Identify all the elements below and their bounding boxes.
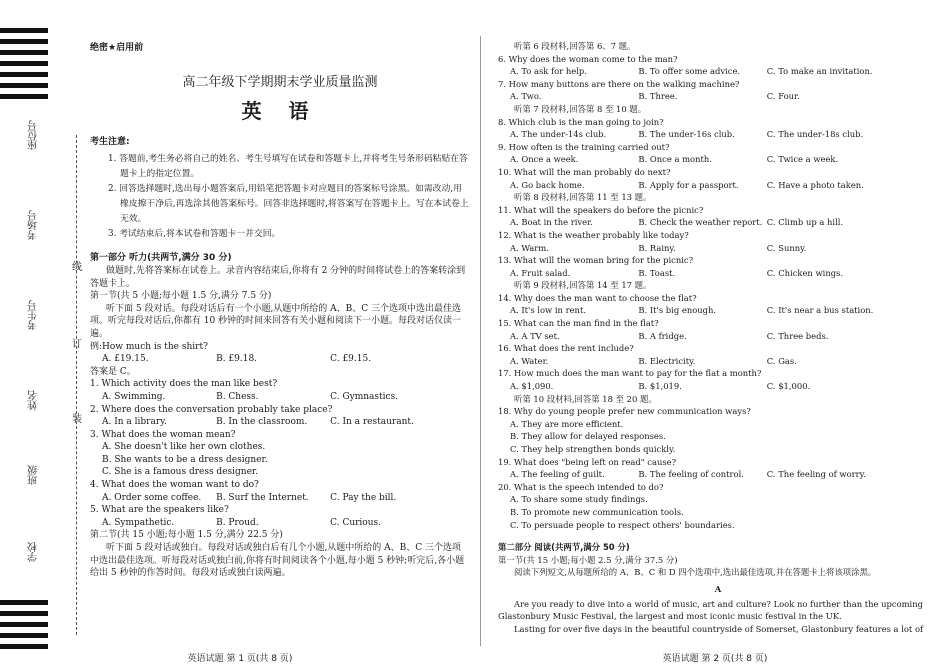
seal-line: 线 xyxy=(72,262,82,273)
options xyxy=(498,468,938,481)
field-seat: 座位号 xyxy=(28,120,40,150)
question-text: 17. How much does the man want to pay for the flat a month? xyxy=(498,368,762,379)
reading-section-1-heading: 第一节(共 15 小题;每小题 2.5 分,满分 37.5 分) xyxy=(498,554,678,565)
option: B. A fridge. xyxy=(638,330,687,341)
subject-title: 英 语 xyxy=(241,99,319,124)
notice-item: 1. 答题前,考生务必将自己的姓名、考生号填写在试卷和答题卡上,并将考生号条形码粘贴在答题卡上的指定位置。 xyxy=(108,154,468,180)
passage-paragraph: Lasting for over five days in the beautiful countryside of Somerset, Glastonbury features a lot of xyxy=(514,623,924,634)
question xyxy=(498,481,938,531)
part-2-heading: 第二部分 阅读(共两节,满分 50 分) xyxy=(498,542,630,553)
example-answer: 答案是 C。 xyxy=(90,366,136,377)
page-2-footer: 英语试题 第 2 页(共 8 页) xyxy=(662,654,768,664)
audio-instruction: 听第 9 段材料,回答第 14 至 17 题。 xyxy=(514,280,652,291)
option: B. The feeling of control. xyxy=(638,469,744,480)
option: C. Four. xyxy=(766,91,800,102)
question-text: 9. How often is the training carried out? xyxy=(498,141,670,152)
option: C. Climb up a hill. xyxy=(766,217,844,228)
option: C. Chicken wings. xyxy=(766,267,844,278)
field-class: 班级 xyxy=(28,465,40,485)
page-2 xyxy=(480,0,950,672)
question xyxy=(498,292,938,317)
question xyxy=(498,367,938,392)
question-text: 7. How many buttons are there on the walking machine? xyxy=(498,78,740,89)
option: B. They allow for delayed responses. xyxy=(510,431,666,442)
option: B. Toast. xyxy=(638,267,676,278)
option: B. To promote new communication tools. xyxy=(510,506,684,517)
field-name: 姓名 xyxy=(28,390,40,410)
question xyxy=(498,166,938,191)
option: A. Go back home. xyxy=(510,179,585,190)
audio-instruction: 听第 8 段材料,回答第 11 至 13 题。 xyxy=(514,192,652,203)
option: A. The under-14s club. xyxy=(510,129,607,140)
option: C. Twice a week. xyxy=(766,154,839,165)
option: B. $1,019. xyxy=(638,381,682,392)
cut-line xyxy=(76,135,77,635)
option: A. Warm. xyxy=(510,242,549,253)
question-text: 13. What will the woman bring for the picnic? xyxy=(498,255,694,266)
reading-section-1-intro: 阅读下列短文,从每题所给的 A、B、C 和 D 四个选项中,选出最佳选项,并在答题卡上将该项涂黑。 xyxy=(514,567,877,578)
secret-label: 绝密★启用前 xyxy=(90,43,144,53)
option: A. A TV set. xyxy=(510,330,560,341)
field-school: 学校 xyxy=(28,542,40,562)
question xyxy=(498,456,938,481)
options xyxy=(498,153,938,166)
example-options xyxy=(90,353,470,366)
option: C. £9.15. xyxy=(330,354,372,365)
notice-list xyxy=(90,152,470,242)
option: C. $1,000. xyxy=(766,381,811,392)
example-question: 例:How much is the shirt? xyxy=(90,341,208,352)
question-text: 10. What will the man probably do next? xyxy=(498,166,671,177)
question-text: 18. Why do young people prefer new communication ways? xyxy=(498,406,751,417)
option: A. $1,090. xyxy=(510,381,554,392)
options xyxy=(498,216,938,229)
option: C. It's near a bus station. xyxy=(766,305,874,316)
options xyxy=(498,65,938,78)
question xyxy=(498,141,938,166)
option: A. £19.15. xyxy=(102,354,149,365)
page-2-content xyxy=(498,40,938,635)
notice-item: 3. 考试结束后,将本试卷和答题卡一并交回。 xyxy=(108,229,281,240)
question-text: 12. What is the weather probably like today? xyxy=(498,229,689,240)
question: 5. What are the speakers like? A. Sympathetic. B. Proud. C. Curious. xyxy=(90,505,382,528)
question-text: 14. Why does the man want to choose the flat? xyxy=(498,292,697,303)
options xyxy=(498,90,938,103)
options xyxy=(498,179,938,192)
passage-label: A xyxy=(714,583,722,594)
question: 1. Which activity does the man like best? A. Swimming. B. Chess. C. Gymnastics. xyxy=(90,379,399,402)
option: C. Three beds. xyxy=(766,330,829,341)
question xyxy=(498,342,938,367)
audio-instruction: 听第 10 段材料,回答第 18 至 20 题。 xyxy=(514,393,657,404)
question xyxy=(498,53,938,78)
option: B. Three. xyxy=(638,91,678,102)
option: A. They are more efficient. xyxy=(510,418,624,429)
question: 3. What does the woman mean? A. She doesn't like her own clothes. B. She wants to be a dress designer. C. She is a famous dress designer. xyxy=(90,429,268,478)
audio-instruction: 听第 7 段材料,回答第 8 至 10 题。 xyxy=(514,103,647,114)
notice-heading: 考生注意: xyxy=(90,136,130,147)
option: A. The feeling of guilt. xyxy=(510,469,605,480)
option: C. Sunny. xyxy=(766,242,807,253)
page-1-content xyxy=(90,42,470,580)
option: C. Gas. xyxy=(766,355,797,366)
option: A. To ask for help. xyxy=(510,66,587,77)
option: A. Once a week. xyxy=(510,154,579,165)
option: A. To share some study findings. xyxy=(510,494,648,505)
option: C. To make an invitation. xyxy=(766,66,873,77)
options xyxy=(498,128,938,141)
page-divider xyxy=(480,36,481,646)
question: 4. What does the woman want to do? A. Order some coffee. B. Surf the Internet. C. Pay the bill. xyxy=(90,480,397,503)
options xyxy=(498,330,938,343)
section-1-intro: 听下面 5 段对话。每段对话后有一个小题,从题中所给的 A、B、C 三个选项中选出最佳选项。听完每段对话后,你都有 10 秒钟的时间来回答有关小题和阅读下一小题。每段对话仅读一遍。 xyxy=(90,303,462,339)
notice-item: 2. 回答选择题时,选出每小题答案后,用铅笔把答题卡对应题目的答案标号涂黑。如需改动,用橡皮擦干净后,再选涂其他答案标号。回答非选择题时,将答案写在答题卡上。写在本试卷上无效。 xyxy=(108,184,469,225)
option: B. Apply for a passport. xyxy=(638,179,739,190)
option: C. The feeling of worry. xyxy=(766,469,866,480)
option: C. They help strengthen bonds quickly. xyxy=(510,444,676,454)
question: 2. Where does the conversation probably take place? A. In a library. B. In the classroom. C. In a restaurant. xyxy=(90,404,414,428)
question-text: 19. What does "being left on read" cause? xyxy=(498,456,677,467)
option: A. Water. xyxy=(510,355,549,366)
question-text: 6. Why does the woman come to the man? xyxy=(498,53,678,64)
option: B. The under-16s club. xyxy=(638,129,735,140)
question xyxy=(498,254,938,279)
option: C. The under-18s club. xyxy=(766,129,864,140)
option: B. It's big enough. xyxy=(638,305,717,316)
part-1-intro: 做题时,先将答案标在试卷上。录音内容结束后,你将有 2 分钟的时间将试卷上的答案转涂到答题卡上。 xyxy=(90,265,466,289)
option: B. Electricity. xyxy=(638,355,696,366)
option: A. Two. xyxy=(510,91,542,102)
option: B. Rainy. xyxy=(638,242,676,253)
question-text: 15. What can the man find in the flat? xyxy=(498,318,659,329)
option: B. £9.18. xyxy=(216,354,258,365)
audio-instruction: 听第 6 段材料,回答第 6、7 题。 xyxy=(514,41,636,51)
options xyxy=(498,267,938,280)
section-1-heading: 第一节(共 5 小题;每小题 1.5 分,满分 7.5 分) xyxy=(90,291,272,302)
option: A. Fruit salad. xyxy=(510,267,571,278)
option: A. Boat in the river. xyxy=(510,217,593,228)
question xyxy=(498,116,938,141)
options xyxy=(498,304,938,317)
question-text: 8. Which club is the man going to join? xyxy=(498,116,664,127)
exam-title: 高二年级下学期期末学业质量监测 xyxy=(182,74,378,90)
option: A. It's low in rent. xyxy=(510,305,586,316)
option: B. Once a month. xyxy=(638,154,712,165)
options xyxy=(498,380,938,393)
question xyxy=(498,317,938,342)
option: B. To offer some advice. xyxy=(638,66,741,77)
field-room: 考场号 xyxy=(28,210,40,240)
section-2-heading: 第二节(共 15 小题;每小题 1.5 分,满分 22.5 分) xyxy=(90,530,283,541)
seal-bind: 订 xyxy=(72,339,82,350)
part-1-heading: 第一部分 听力(共两节,满分 30 分) xyxy=(90,253,232,264)
page-1-footer: 英语试题 第 1 页(共 8 页) xyxy=(187,654,293,664)
section-2-intro: 听下面 5 段对话或独白。每段对话或独白后有几个小题,从题中所给的 A、B、C 三个选项中选出最佳选项。听每段对话或独白前,你将有时间阅读各个小题,每小题 5 秒钟;听完后,各小题给出 5 秒钟的作答时间。每段对话或独白读两遍。 xyxy=(90,543,465,579)
question xyxy=(498,78,938,103)
question xyxy=(498,229,938,254)
binding-bars-top xyxy=(0,28,48,105)
seal-pack: 装 xyxy=(72,414,82,425)
options xyxy=(498,355,938,368)
question-text: 11. What will the speakers do before the picnic? xyxy=(498,204,704,215)
question-text: 16. What does the rent include? xyxy=(498,343,634,354)
passage-paragraph: Are you ready to dive into a world of music, art and culture? Look no further than the upcoming Glastonbury Music Festival, the largest and most iconic music festival in the UK. xyxy=(498,598,923,622)
question xyxy=(498,405,938,455)
options xyxy=(498,242,938,255)
question-text: 20. What is the speech intended to do? xyxy=(498,481,664,492)
question xyxy=(498,204,938,229)
field-examinee: 考生号 xyxy=(28,300,40,330)
option: C. To persuade people to respect others' boundaries. xyxy=(510,519,735,530)
option: C. Have a photo taken. xyxy=(766,179,864,190)
option: B. Check the weather report. xyxy=(638,217,763,228)
